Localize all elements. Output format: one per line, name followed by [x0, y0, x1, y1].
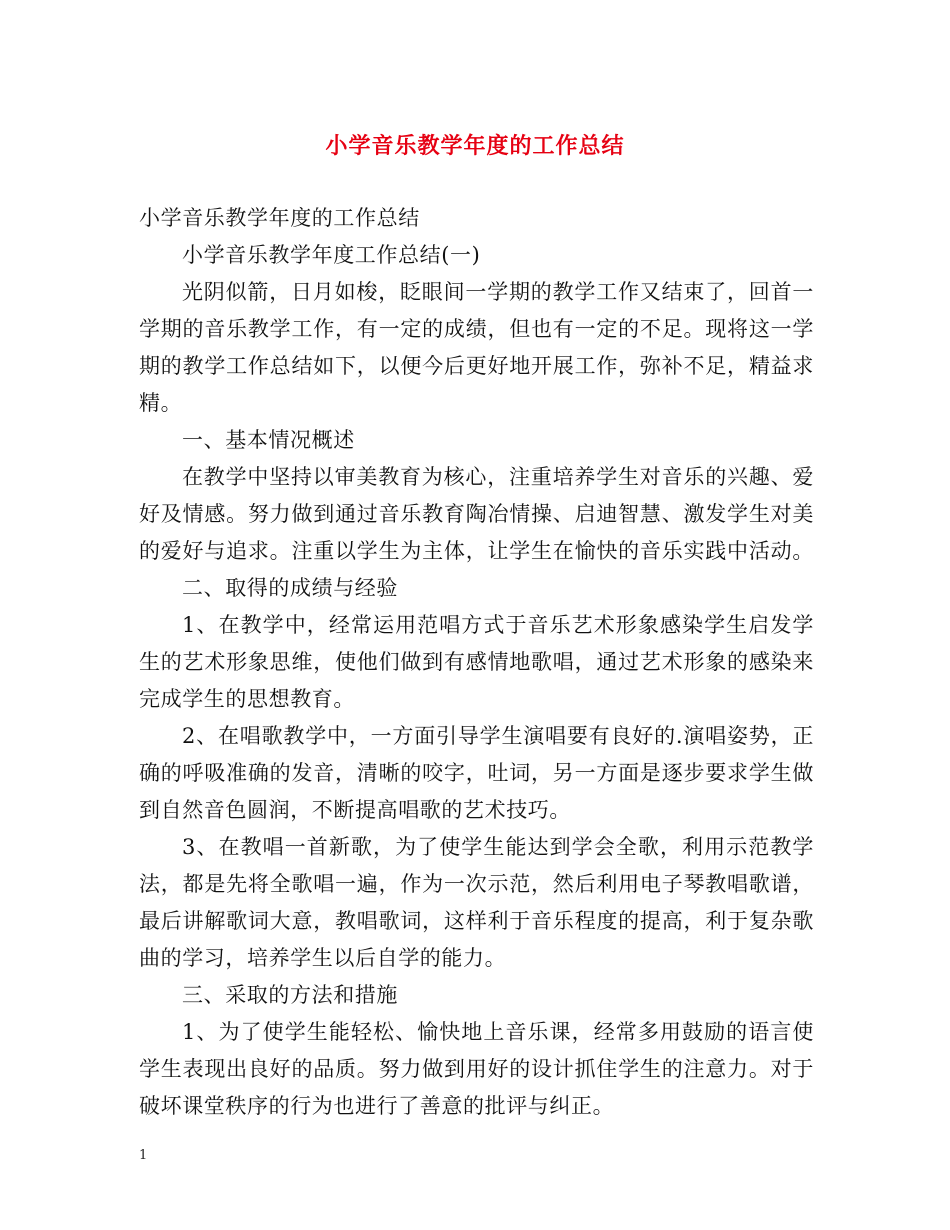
body-line: 学期的音乐教学工作，有一定的成绩，但也有一定的不足。现将这一学 [139, 317, 814, 341]
body-line: 曲的学习，培养学生以后自学的能力。 [139, 946, 507, 970]
body-line: 1、为了使学生能轻松、愉快地上音乐课，经常多用鼓励的语言使 [182, 1020, 814, 1044]
document-body [139, 200, 814, 1125]
body-line: 确的呼吸准确的发音，清晰的咬字，吐词，另一方面是逐步要求学生做 [139, 761, 814, 785]
document-title: 小学音乐教学年度的工作总结 [325, 133, 625, 159]
body-line: 最后讲解歌词大意，教唱歌词，这样利于音乐程度的提高，利于复杂歌 [139, 909, 814, 933]
body-line-subtitle: 小学音乐教学年度的工作总结 [139, 206, 420, 230]
body-line-heading: 三、采取的方法和措施 [182, 983, 398, 1007]
body-line-section-heading: 小学音乐教学年度工作总结(一) [182, 243, 481, 267]
body-line: 好及情感。努力做到通过音乐教育陶冶情操、启迪智慧、激发学生对美 [139, 502, 814, 526]
body-line: 的爱好与追求。注重以学生为主体，让学生在愉快的音乐实践中活动。 [139, 539, 814, 563]
body-line: 精。 [139, 391, 183, 415]
body-line: 在教学中坚持以审美教育为核心，注重培养学生对音乐的兴趣、爱 [182, 465, 814, 489]
body-line: 3、在教唱一首新歌，为了使学生能达到学会全歌，利用示范教学 [182, 835, 814, 859]
body-line: 法，都是先将全歌唱一遍，作为一次示范，然后利用电子琴教唱歌谱， [139, 872, 814, 896]
body-line: 完成学生的思想教育。 [139, 687, 355, 711]
page-number: 1 [139, 1148, 148, 1163]
body-line-heading: 二、取得的成绩与经验 [182, 576, 398, 600]
body-line: 1、在教学中，经常运用范唱方式于音乐艺术形象感染学生启发学 [182, 613, 814, 637]
body-line-heading: 一、基本情况概述 [182, 428, 355, 452]
body-line: 到自然音色圆润，不断提高唱歌的艺术技巧。 [139, 798, 571, 822]
body-line: 期的教学工作总结如下，以便今后更好地开展工作，弥补不足，精益求 [139, 354, 814, 378]
body-line: 光阴似箭，日月如梭，眨眼间一学期的教学工作又结束了，回首一 [182, 280, 814, 304]
body-line: 2、在唱歌教学中，一方面引导学生演唱要有良好的.演唱姿势，正 [182, 724, 814, 748]
body-line: 学生表现出良好的品质。努力做到用好的设计抓住学生的注意力。对于 [139, 1057, 814, 1081]
body-line: 生的艺术形象思维，使他们做到有感情地歌唱，通过艺术形象的感染来 [139, 650, 814, 674]
body-line: 破坏课堂秩序的行为也进行了善意的批评与纠正。 [139, 1094, 615, 1118]
